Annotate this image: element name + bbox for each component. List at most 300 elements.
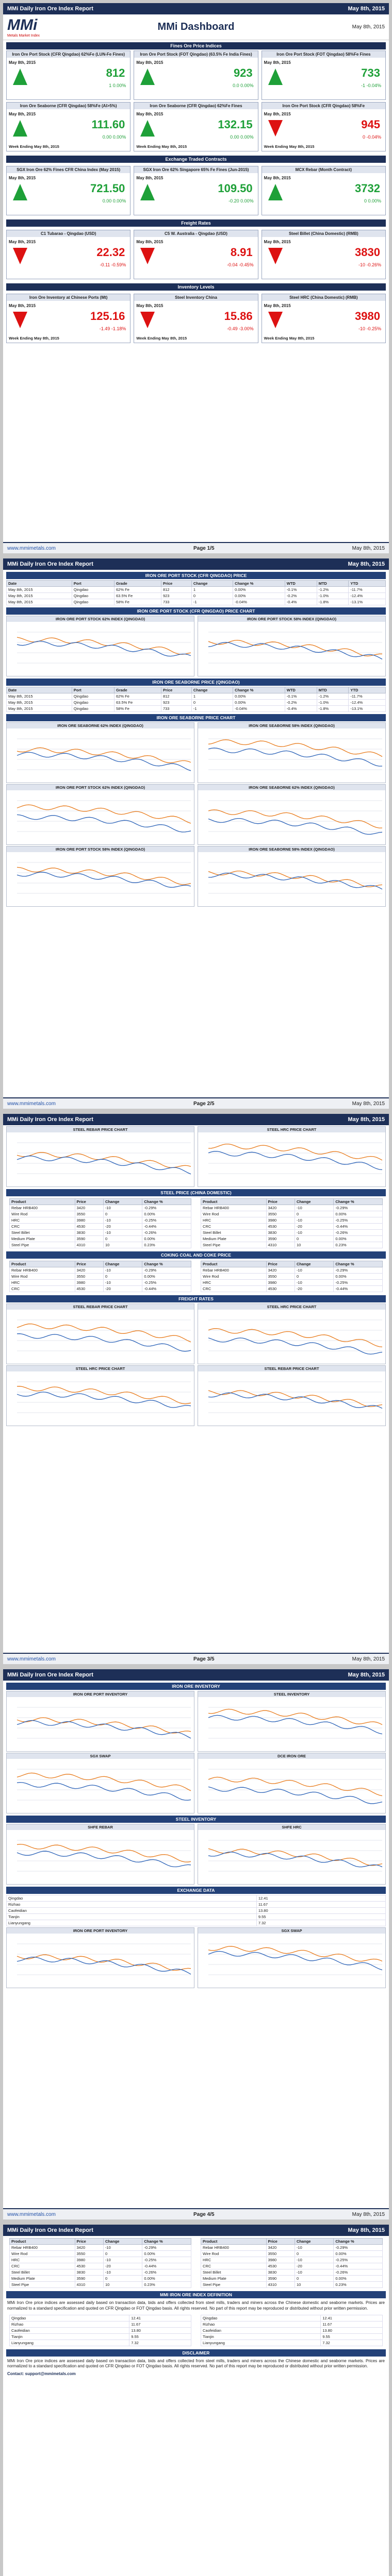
table-cell: Qingdao: [72, 700, 114, 706]
table-row: [201, 2340, 383, 2346]
up-arrow-icon: [268, 69, 283, 85]
summary-table: [9, 2238, 191, 2288]
table-row: [10, 2340, 191, 2346]
table-cell: 0: [191, 593, 233, 599]
table-cell: Qingdao: [72, 599, 114, 605]
column-header: Change %: [142, 2239, 191, 2245]
table-cell: 0: [103, 2276, 142, 2282]
table-cell: Rebar HRB400: [201, 1267, 267, 1274]
table-cell: 4530: [266, 1224, 295, 1230]
table-cell: 63.5% Fe: [115, 700, 161, 706]
column-header: Date: [7, 687, 72, 693]
table-cell: 0.00%: [334, 1236, 383, 1242]
table-cell: 0.00%: [142, 1211, 191, 1217]
table-cell: 9.55: [129, 2333, 191, 2340]
title-date: May 8th, 2015: [352, 24, 385, 30]
up-arrow-icon: [140, 184, 155, 200]
table-cell: -0.04%: [233, 706, 285, 712]
steel-price-table-2: [201, 1198, 383, 1248]
table-row: [10, 2245, 191, 2251]
seaborne-table: [6, 687, 386, 712]
table-cell: 11.67: [129, 2321, 191, 2327]
disclaimer-text: MMi Iron Ore price indices are assessed daily based on transaction data, bids and offers collected from steel mills, traders and miners across the Chinese domestic and seaborne markets. Prices are normalized to a standard specification and quoted on CFR Qingdao or FOT Qingdao basis. All rights reserved. No part of this report may be reproduced or distributed without prior written permission.: [7, 2358, 385, 2369]
price-card: [134, 102, 258, 151]
table-cell: 0.23%: [142, 2282, 191, 2288]
table-cell: Qingdao: [72, 693, 114, 700]
card-value: 125.16: [90, 310, 125, 323]
table-cell: 0: [103, 2251, 142, 2257]
card-change: -1.49 -1.18%: [99, 326, 126, 331]
table-cell: 0.00%: [142, 2251, 191, 2257]
table-cell: Rebar HRB400: [201, 2245, 267, 2251]
mmi-logo: MMi Metals Market Index: [7, 16, 40, 38]
table-cell: -10: [295, 2257, 333, 2263]
card-value: 812: [106, 66, 125, 79]
table-cell: 9.55: [256, 1914, 385, 1920]
report-date: May 8th, 2015: [348, 6, 385, 12]
contact-text: Contact: support@mmimetals.com: [7, 2371, 76, 2377]
table-row: [10, 2257, 191, 2263]
page-footer: [3, 2208, 389, 2219]
table-cell: -10: [295, 1217, 333, 1224]
coke-table: [201, 1261, 383, 1292]
card-date: May 8th, 2015: [9, 303, 36, 308]
table-cell: 0: [103, 1211, 142, 1217]
column-header: Price: [266, 1261, 295, 1267]
series-line: [208, 1393, 382, 1408]
line-chart: [7, 1697, 194, 1749]
series-line: [17, 1773, 191, 1791]
table-cell: Medium Plate: [201, 2276, 267, 2282]
card-title: C5 W. Australia - Qingdao (USD): [134, 230, 257, 237]
table-cell: Caofeidian: [201, 2327, 321, 2333]
card-value: 109.50: [218, 182, 253, 195]
table-cell: Steel Billet: [10, 1230, 75, 1236]
table-cell: 0.00%: [142, 1236, 191, 1242]
table-row: [201, 2333, 383, 2340]
table-cell: -0.25%: [142, 1280, 191, 1286]
table-row: [10, 1274, 191, 1280]
table-cell: Rebar HRB400: [10, 1205, 75, 1211]
table-cell: -0.25%: [334, 1280, 383, 1286]
card-title: Steel Inventory China: [134, 294, 257, 301]
chart-title: SHFE HRC: [198, 1824, 385, 1830]
section-title: COKING COAL AND COKE PRICE: [6, 1251, 386, 1259]
table-cell: 7.32: [129, 2340, 191, 2346]
table-cell: Steel Pipe: [201, 2282, 267, 2288]
line-chart: [198, 1830, 385, 1882]
table-cell: -10: [295, 1280, 333, 1286]
down-arrow-icon: [268, 120, 283, 137]
table-cell: -0.26%: [142, 1230, 191, 1236]
table-cell: -10: [103, 2245, 142, 2251]
table-cell: 12.41: [129, 2315, 191, 2321]
table-cell: Caofeidian: [7, 1908, 257, 1914]
table-cell: 812: [161, 693, 191, 700]
column-header: YTD: [349, 687, 386, 693]
line-chart: [198, 1697, 385, 1749]
table-row: [201, 1205, 383, 1211]
table-cell: -0.2%: [285, 700, 317, 706]
table-row: [7, 1908, 386, 1914]
table-cell: Wire Rod: [201, 1211, 267, 1217]
table-cell: 3420: [266, 1267, 295, 1274]
up-arrow-icon: [13, 69, 27, 85]
site-link[interactable]: www.mmimetals.com: [7, 545, 56, 551]
line-chart: [7, 852, 194, 904]
column-header: Product: [201, 1261, 267, 1267]
column-header: Port: [72, 581, 114, 587]
table-cell: Medium Plate: [201, 1236, 267, 1242]
table-row: [201, 1230, 383, 1236]
table-cell: 0.00%: [233, 700, 285, 706]
table-cell: 0.00%: [233, 693, 285, 700]
card-value: 111.60: [91, 118, 125, 131]
column-header: WTD: [285, 581, 317, 587]
table-cell: 4530: [75, 2263, 103, 2269]
table-row: [201, 2269, 383, 2276]
chart-title: STEEL HRC PRICE CHART: [7, 1366, 194, 1371]
page-2: [3, 558, 389, 1109]
card-change: -0.20 0.00%: [228, 198, 254, 204]
table-cell: May 8th, 2015: [7, 599, 72, 605]
section-title: EXCHANGE DATA: [6, 1887, 386, 1894]
table-cell: 0.00%: [334, 1211, 383, 1217]
table-row: [7, 700, 386, 706]
table-cell: 4310: [75, 2282, 103, 2288]
column-header: Product: [10, 2239, 75, 2245]
table-cell: 3980: [266, 2257, 295, 2263]
card-title: Iron Ore Port Stock (FOT Qingdao) 58%Fe Fines: [262, 51, 385, 58]
table-cell: 9.55: [321, 2333, 383, 2340]
line-chart: [7, 622, 194, 673]
column-header: Price: [75, 2239, 103, 2245]
table-row: [10, 1267, 191, 1274]
card-title: Iron Ore Port Stock (CFR Qingdao) 62%Fe (LUN-Fe Fines): [7, 51, 130, 58]
chart-title: STEEL REBAR PRICE CHART: [7, 1304, 194, 1310]
series-line: [208, 642, 382, 659]
section-title: STEEL PRICE (CHINA DOMESTIC): [6, 1189, 386, 1196]
chart-title: STEEL INVENTORY: [198, 1691, 385, 1697]
column-header: Price: [161, 581, 191, 587]
price-card: [262, 166, 386, 215]
table-cell: Qingdao: [10, 2315, 129, 2321]
ports-table: [9, 2315, 191, 2346]
price-card: [6, 294, 130, 343]
card-change: 0 -0.04%: [362, 134, 381, 140]
page-footer: [3, 1653, 389, 1664]
table-cell: 4530: [266, 1286, 295, 1292]
column-header: Date: [7, 581, 72, 587]
table-cell: 0.00%: [334, 2251, 383, 2257]
table-cell: Rebar HRB400: [10, 1267, 75, 1274]
table-cell: -20: [103, 1224, 142, 1230]
table-cell: -0.44%: [142, 2263, 191, 2269]
table-cell: 0.00%: [334, 1274, 383, 1280]
table-cell: CRC: [10, 1224, 75, 1230]
page-number: Page 4/5: [193, 2211, 215, 2217]
table-cell: 10: [295, 2282, 333, 2288]
page-footer: [3, 542, 389, 553]
card-value: 3830: [355, 246, 380, 259]
table-cell: 13.80: [129, 2327, 191, 2333]
card-footer: Week Ending May 8th, 2015: [9, 144, 59, 149]
table-cell: -10: [295, 1205, 333, 1211]
table-row: [10, 1280, 191, 1286]
card-value: 3980: [355, 310, 380, 323]
column-header: Change %: [334, 1199, 383, 1205]
line-chart: [198, 1132, 385, 1184]
table-row: [10, 1224, 191, 1230]
up-arrow-icon: [13, 184, 27, 200]
chart-title: STEEL HRC PRICE CHART: [198, 1304, 385, 1310]
table-cell: Qingdao: [201, 2315, 321, 2321]
card-title: Iron Ore Port Stock (FOT Qingdao) (63.5% Fe India Fines): [134, 51, 257, 58]
table-cell: 0: [103, 1274, 142, 1280]
masthead: [3, 14, 389, 40]
page-header: [3, 558, 389, 570]
table-cell: May 8th, 2015: [7, 587, 72, 593]
section-title: IRON ORE SEABORNE PRICE CHART: [6, 714, 386, 721]
series-line: [208, 1946, 382, 1961]
inventory-table: [6, 1895, 386, 1926]
table-cell: HRC: [10, 2257, 75, 2263]
column-header: MTD: [317, 687, 349, 693]
table-cell: CRC: [201, 1286, 267, 1292]
card-value: 721.50: [90, 182, 125, 195]
card-footer: Week Ending May 8th, 2015: [264, 336, 315, 341]
card-date: May 8th, 2015: [136, 112, 164, 116]
site-link[interactable]: www.mmimetals.com: [7, 1656, 56, 1662]
column-header: MTD: [317, 581, 349, 587]
table-cell: 3550: [266, 2251, 295, 2257]
series-line: [17, 1718, 191, 1733]
series-line: [17, 1783, 191, 1801]
table-cell: Lianyungang: [201, 2340, 321, 2346]
card-value: 733: [361, 66, 380, 79]
table-cell: 3980: [75, 2257, 103, 2263]
table-cell: May 8th, 2015: [7, 693, 72, 700]
card-change: -0.11 -0.59%: [100, 262, 126, 267]
table-cell: 4310: [75, 1242, 103, 1248]
table-row: [10, 2276, 191, 2282]
table-row: [201, 2251, 383, 2257]
table-cell: 3550: [75, 2251, 103, 2257]
table-cell: 0.00%: [334, 2276, 383, 2282]
table-row: [10, 1205, 191, 1211]
page-header: [3, 3, 389, 14]
up-arrow-icon: [140, 69, 155, 85]
table-cell: -0.44%: [142, 1224, 191, 1230]
table-cell: 3590: [75, 1236, 103, 1242]
table-cell: Wire Rod: [201, 2251, 267, 2257]
column-header: Product: [10, 1199, 75, 1205]
column-header: Change: [103, 1261, 142, 1267]
column-header: Change: [295, 1199, 333, 1205]
section-title: IRON ORE SEABORNE PRICE (QINGDAO): [6, 679, 386, 686]
table-cell: -0.25%: [334, 2257, 383, 2263]
table-cell: Tianjin: [10, 2333, 129, 2340]
line-chart: [198, 790, 385, 842]
column-header: Change %: [334, 1261, 383, 1267]
column-header: Change: [295, 1261, 333, 1267]
column-header: Product: [10, 1261, 75, 1267]
card-change: -0.49 -3.00%: [227, 326, 254, 331]
site-link[interactable]: www.mmimetals.com: [7, 1100, 56, 1107]
table-cell: Medium Plate: [10, 1236, 75, 1242]
down-arrow-icon: [13, 248, 27, 264]
table-cell: -0.4%: [285, 706, 317, 712]
price-card: [134, 50, 258, 100]
series-line: [17, 1392, 191, 1408]
table-cell: -0.29%: [334, 2245, 383, 2251]
table-cell: 4310: [266, 1242, 295, 1248]
table-cell: Steel Pipe: [10, 1242, 75, 1248]
section-bar: Freight Rates: [6, 219, 386, 227]
table-cell: 3830: [266, 2269, 295, 2276]
card-footer: Week Ending May 8th, 2015: [136, 336, 187, 341]
table-row: [10, 2269, 191, 2276]
table-cell: Qingdao: [72, 593, 114, 599]
table-cell: 3980: [266, 1280, 295, 1286]
table-row: [7, 1902, 386, 1908]
table-row: [201, 2282, 383, 2288]
line-chart: [7, 1132, 194, 1184]
line-chart: [7, 1759, 194, 1810]
price-card: [134, 294, 258, 343]
section-title: DISCLAIMER: [6, 2349, 386, 2357]
table-cell: -1: [191, 599, 233, 605]
table-row: [10, 1217, 191, 1224]
table-row: [10, 1242, 191, 1248]
column-header: Grade: [115, 687, 161, 693]
table-cell: -12.4%: [349, 700, 386, 706]
table-cell: -20: [295, 2263, 333, 2269]
card-date: May 8th, 2015: [136, 60, 164, 65]
table-cell: -10: [103, 2257, 142, 2263]
table-cell: 12.41: [321, 2315, 383, 2321]
table-cell: 0: [295, 1274, 333, 1280]
table-cell: 3420: [75, 2245, 103, 2251]
table-cell: May 8th, 2015: [7, 706, 72, 712]
table-cell: -1.2%: [317, 587, 349, 593]
table-cell: 3590: [266, 2276, 295, 2282]
report-date: May 8th, 2015: [348, 561, 385, 567]
footer-date: May 8th, 2015: [352, 1656, 385, 1662]
table-cell: 3420: [75, 1205, 103, 1211]
table-cell: Lianyungang: [7, 1920, 257, 1926]
table-cell: 3980: [266, 1217, 295, 1224]
down-arrow-icon: [268, 312, 283, 328]
line-chart: [198, 1934, 385, 1985]
series-line: [208, 748, 382, 766]
series-line: [17, 1720, 191, 1738]
table-cell: -0.44%: [142, 1286, 191, 1292]
series-line: [208, 1144, 382, 1160]
site-link[interactable]: www.mmimetals.com: [7, 2211, 56, 2217]
table-cell: 0.00%: [233, 587, 285, 593]
table-row: [10, 1230, 191, 1236]
table-row: [10, 2282, 191, 2288]
table-cell: 10: [103, 1242, 142, 1248]
table-cell: 7.32: [256, 1920, 385, 1926]
table-cell: 0: [191, 700, 233, 706]
table-row: [7, 1895, 386, 1902]
chart-title: IRON ORE SEABORNE 62% INDEX (QINGDAO): [198, 785, 385, 790]
page-number: Page 1/5: [193, 545, 215, 551]
table-cell: 3550: [266, 1274, 295, 1280]
chart-title: IRON ORE SEABORNE 58% INDEX (QINGDAO): [198, 723, 385, 728]
series-line: [17, 1851, 191, 1867]
table-cell: -0.44%: [334, 1224, 383, 1230]
table-cell: -0.44%: [334, 1286, 383, 1292]
card-date: May 8th, 2015: [264, 240, 291, 244]
section-title: IRON ORE INVENTORY: [6, 1683, 386, 1690]
page-number: Page 3/5: [193, 1656, 215, 1662]
table-cell: Steel Billet: [10, 2269, 75, 2276]
chart-title: SGX SWAP: [198, 1928, 385, 1934]
table-cell: -10: [103, 1267, 142, 1274]
card-title: C1 Tubarao - Qingdao (USD): [7, 230, 130, 237]
series-line: [17, 641, 191, 656]
table-row: [201, 1280, 383, 1286]
series-line: [17, 748, 191, 762]
table-cell: -0.1%: [285, 693, 317, 700]
table-cell: -10: [295, 1230, 333, 1236]
chart-title: STEEL HRC PRICE CHART: [198, 1127, 385, 1132]
card-change: 0.0 0.00%: [233, 83, 254, 88]
report-name: MMi Daily Iron Ore Index Report: [7, 1116, 93, 1123]
table-row: [201, 1224, 383, 1230]
card-change: -10 -0.25%: [358, 326, 381, 331]
table-cell: 0.23%: [334, 2282, 383, 2288]
card-value: 8.91: [230, 246, 253, 259]
table-cell: -1.0%: [317, 593, 349, 599]
table-cell: -1.8%: [317, 599, 349, 605]
chart-58-port: [198, 616, 386, 676]
table-cell: -0.4%: [285, 599, 317, 605]
card-date: May 8th, 2015: [136, 240, 164, 244]
table-cell: -10: [103, 1217, 142, 1224]
table-cell: 62% Fe: [115, 693, 161, 700]
table-cell: 63.5% Fe: [115, 593, 161, 599]
table-cell: Rizhao: [7, 1902, 257, 1908]
section-bar: Inventory Levels: [6, 283, 386, 291]
table-cell: -1: [191, 706, 233, 712]
line-chart: [7, 728, 194, 780]
card-title: Iron Ore Port Stock (CFR Qingdao) 58%Fe: [262, 103, 385, 109]
table-cell: 923: [161, 593, 191, 599]
table-cell: May 8th, 2015: [7, 593, 72, 599]
table-cell: -0.29%: [334, 1267, 383, 1274]
report-date: May 8th, 2015: [348, 2227, 385, 2233]
table-cell: 0: [103, 1236, 142, 1242]
down-arrow-icon: [140, 248, 155, 264]
table-cell: 0.23%: [142, 1242, 191, 1248]
table-row: [7, 599, 386, 605]
line-chart: [7, 1830, 194, 1882]
table-cell: 13.80: [256, 1908, 385, 1914]
card-title: SGX Iron Ore 62% Singapore 65% Fe Fines (Jun-2015): [134, 166, 257, 173]
line-chart: [198, 1759, 385, 1810]
card-value: 15.86: [224, 310, 253, 323]
table-cell: Steel Billet: [201, 1230, 267, 1236]
price-card: [6, 166, 130, 215]
card-date: May 8th, 2015: [264, 176, 291, 180]
page-4: [3, 1669, 389, 2219]
table-cell: HRC: [201, 1280, 267, 1286]
table-cell: -0.29%: [142, 1267, 191, 1274]
